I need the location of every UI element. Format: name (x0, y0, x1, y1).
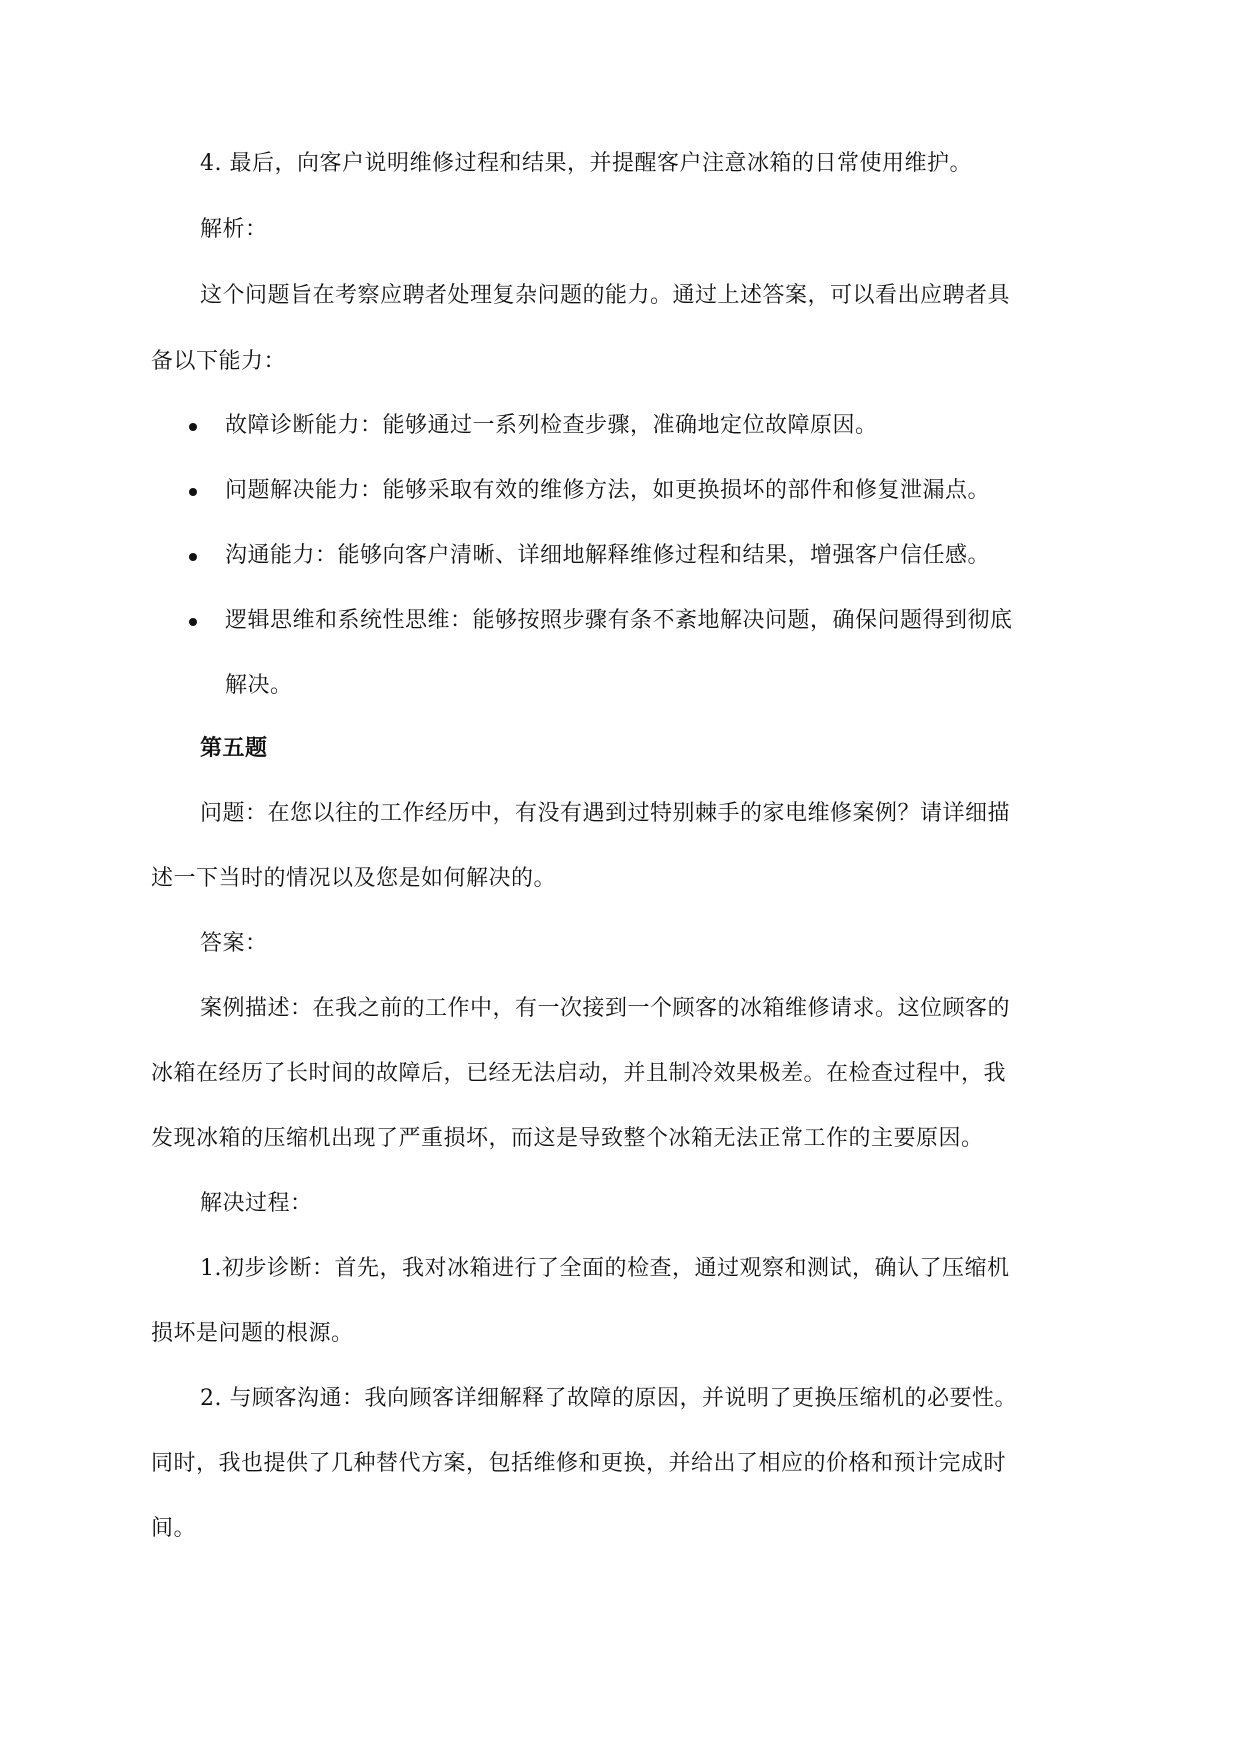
case-line-1: 案例描述：在我之前的工作中，有一次接到一个顾客的冰箱维修请求。这位顾客的 (200, 996, 1011, 1021)
answer-label: 答案： (200, 931, 268, 956)
bullet-item-continuation: 解决。 (225, 673, 293, 698)
bullet-item: 问题解决能力：能够采取有效的维修方法，如更换损坏的部件和修复泄漏点。 (225, 478, 991, 503)
bullet-dot (189, 553, 197, 561)
analysis-label: 解析： (200, 217, 268, 242)
bullet-item: 沟通能力：能够向客户清晰、详细地解释维修过程和结果，增强客户信任感。 (225, 543, 991, 568)
step-4-paragraph: 4. 最后，向客户说明维修过程和结果，并提醒客户注意冰箱的日常使用维护。 (200, 151, 972, 176)
section-title: 第五题 (200, 736, 268, 761)
bullet-dot (189, 618, 197, 626)
step-2-line-1: 2. 与顾客沟通：我向顾客详细解释了故障的原因，并说明了更换压缩机的必要性。 (200, 1386, 1017, 1411)
bullet-dot (189, 488, 197, 496)
step-1-line-1: 1.初步诊断：首先，我对冰箱进行了全面的检查，通过观察和测试，确认了压缩机 (200, 1256, 1010, 1281)
question-line-1: 问题：在您以往的工作经历中，有没有遇到过特别棘手的家电维修案例？请详细描 (200, 801, 1011, 826)
process-label: 解决过程： (200, 1191, 313, 1216)
question-line-2: 述一下当时的情况以及您是如何解决的。 (151, 866, 557, 891)
analysis-line-2: 备以下能力： (151, 349, 287, 374)
analysis-line-1: 这个问题旨在考察应聘者处理复杂问题的能力。通过上述答案，可以看出应聘者具 (200, 283, 1011, 308)
bullet-item: 故障诊断能力：能够通过一系列检查步骤，准确地定位故障原因。 (225, 413, 878, 438)
step-1-line-2: 损坏是问题的根源。 (151, 1321, 354, 1346)
bullet-item: 逻辑思维和系统性思维：能够按照步骤有条不紊地解决问题，确保问题得到彻底 (225, 608, 1013, 633)
bullet-dot (189, 423, 197, 431)
step-2-line-2: 同时，我也提供了几种替代方案，包括维修和更换，并给出了相应的价格和预计完成时 (151, 1451, 1007, 1476)
case-line-2: 冰箱在经历了长时间的故障后，已经无法启动，并且制冷效果极差。在检查过程中，我 (151, 1061, 1007, 1086)
step-2-line-3: 间。 (151, 1516, 197, 1541)
case-line-3: 发现冰箱的压缩机出现了严重损坏，而这是导致整个冰箱无法正常工作的主要原因。 (151, 1126, 984, 1151)
